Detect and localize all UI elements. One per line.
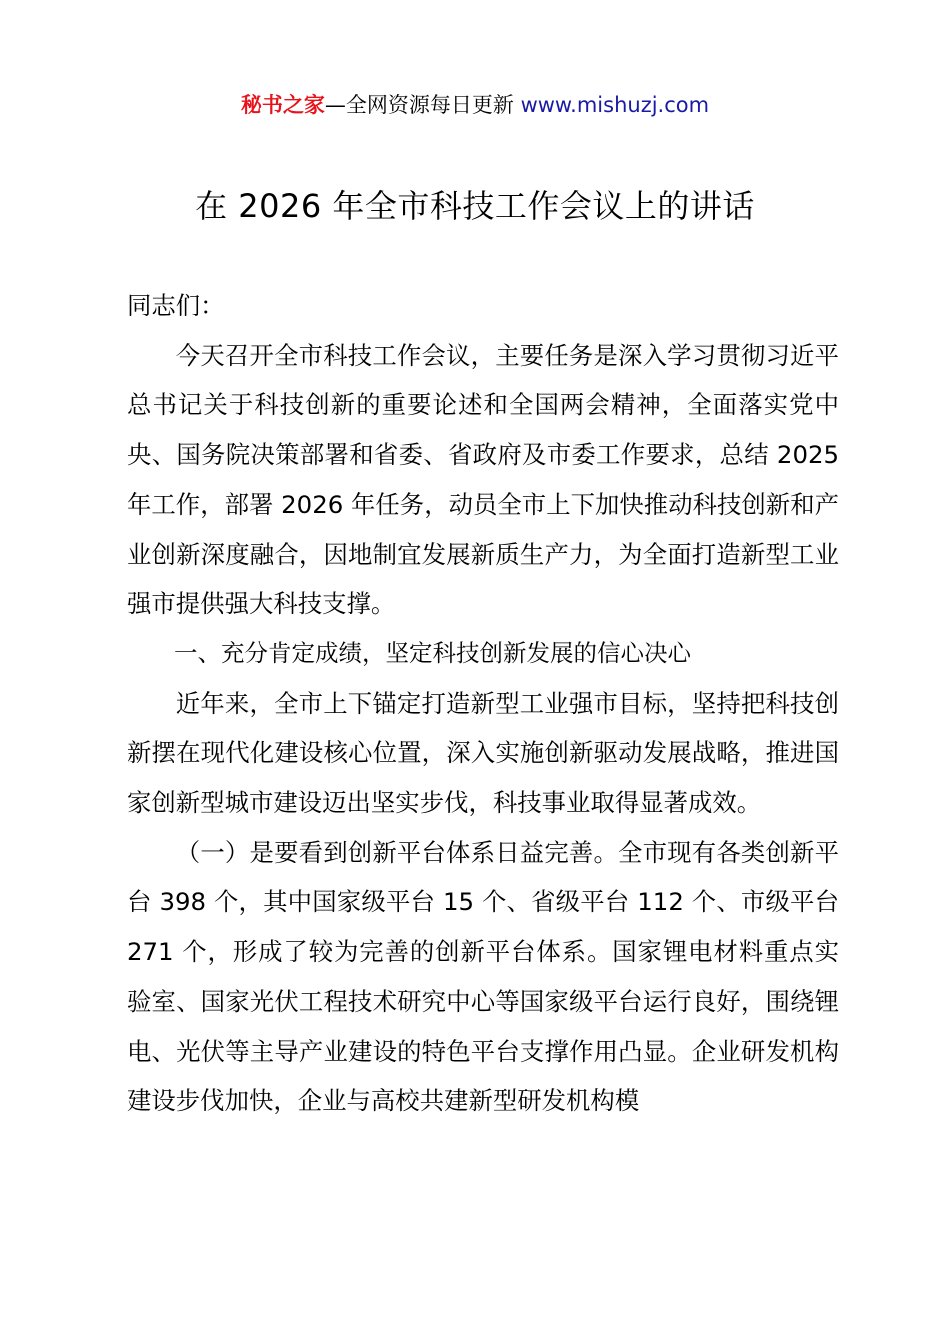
- site-url-link[interactable]: www.mishuzj.com: [520, 93, 710, 117]
- paragraph-subsection-1: （一）是要看到创新平台体系日益完善。全市现有各类创新平台 398 个，其中国家级平台 15 个、省级平台 112 个、市级平台 271 个，形成了较为完善的创新平台体系。国家锂电材料重点实验室、国家光伏工程技术研究中心等国家级平台运行良好，围绕锂电、光伏等主导产业建设的特色平台支撑作用凸显。企业研发机构建设步伐加快，企业与高校共建新型研发机构模: [127, 837, 839, 1116]
- salutation: 同志们：: [127, 291, 225, 320]
- paragraph-intro: 今天召开全市科技工作会议，主要任务是深入学习贯彻习近平总书记关于科技创新的重要论述和全国两会精神，全面落实党中央、国务院决策部署和省委、省政府及市委工作要求，总结 2025 年工作，部署 2026 年任务，动员全市上下加快推动科技创新和产业创新深度融合，因地制宜发展新质生产力，为全面打造新型工业强市提供强大科技支撑。: [127, 340, 839, 619]
- section-heading-1: 一、充分肯定成绩，坚定科技创新发展的信心决心: [174, 638, 691, 667]
- site-header: [0, 88, 950, 122]
- brand-name: 秘书之家: [240, 93, 325, 117]
- document-title: 在 2026 年全市科技工作会议上的讲话: [195, 187, 755, 225]
- document-body: [127, 281, 839, 1126]
- header-tagline: —全网资源每日更新: [324, 93, 521, 117]
- paragraph-section-1-intro: 近年来，全市上下锚定打造新型工业强市目标，坚持把科技创新摆在现代化建设核心位置，深入实施创新驱动发展战略，推进国家创新型城市建设迈出坚实步伐，科技事业取得显著成效。: [127, 688, 839, 818]
